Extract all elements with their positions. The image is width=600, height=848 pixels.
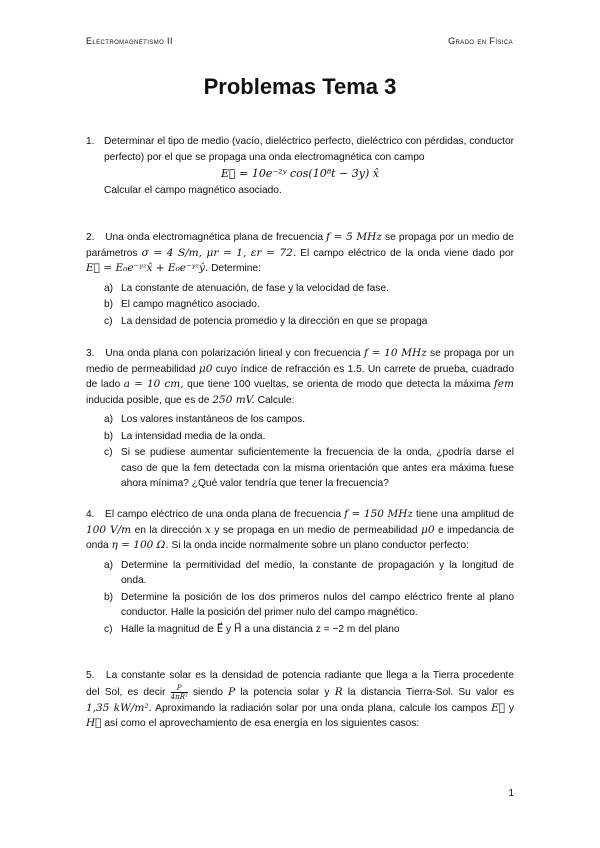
problem-1: [86, 134, 514, 198]
problem-5-statement: 5. La constante solar es la densidad de potencia radiante que llega a la Tierra procedente del Sol, es decir $\frac{P}{\text{4πR²}}$ siendo P la potencia solar y R la distancia Tierra-Sol. Su valor es 1,35 kW/m². Aproximando la radiación solar por una onda plana, calcule los campos E⃗ y H⃗ así como el aprovechamiento de esa energía en los siguientes casos:: [86, 670, 514, 729]
list-item: c) Si se pudiese aumentar suficientemente la frecuencia de la onda, ¿podría darse el caso de que la fem detectada con la misma orientación que antes era máxima fuese ahora mínima? ¿Qué valor tendría que tener la frecuencia?: [104, 447, 514, 489]
problem-2-statement: 2. Una onda electromagnética plana de frecuencia f = 5 MHz se propaga por un medio de parámetros σ = 4 S/m, μr = 1, εr = 72. El campo eléctrico de la onda viene dado por E⃗ = E₀e⁻ᵞᶻx̂ + E₀e⁻ᵞᶻŷ. Determine:: [86, 231, 514, 274]
problem-4-number: 4.: [86, 509, 95, 520]
problem-2-number: 2.: [86, 232, 95, 243]
problem-2: [86, 230, 514, 330]
problem-4-statement: 4. El campo eléctrico de una onda plana de frecuencia f = 150 MHz tiene una amplitud de 100 V/m en la dirección x y se propaga en un medio de permeabilidad μ0 e impedancia de onda η = 100 Ω. Si la onda incide normalmente sobre un plano conductor perfecto:: [86, 508, 515, 551]
problem-2-items: [86, 281, 514, 330]
problem-3: [86, 346, 514, 493]
problem-5-number: 5.: [86, 670, 95, 681]
list-item: a) Determine la permitividad del medio, la constante de propagación y la longitud de onda.: [104, 559, 514, 586]
list-item: b) El campo magnético asociado.: [104, 299, 260, 310]
problem-4-items: [86, 558, 514, 638]
problem-1-number: 1.: [86, 136, 95, 147]
page-title: Problemas Tema 3: [203, 74, 397, 99]
problem-3-items: [86, 412, 514, 492]
problem-1-equation: E⃗ = 10e⁻²ʸ cos(10⁸t − 3y) x̂: [221, 167, 379, 180]
problem-5: [86, 668, 514, 732]
problem-4: [86, 507, 514, 638]
list-item: b) La intensidad media de la onda.: [104, 430, 266, 442]
list-item: a) La constante de atenuación, de fase y la velocidad de fase.: [104, 282, 389, 294]
list-item: c) Halle la magnitud de E⃗ y H⃗ a una distancia z = −2 m del plano: [104, 623, 400, 635]
list-item: b) Determine la posición de los dos primeros nulos del campo eléctrico frente al plano conductor. Halle la posición del primer nulo del campo magnético.: [104, 591, 514, 618]
fraction: $\frac{P}{\text{4πR²}}$: [170, 683, 188, 701]
page-number: 1: [508, 788, 514, 799]
header-course: Electromagnetismo II: [86, 36, 173, 46]
problem-1-text: Determinar el tipo de medio (vacío, dieléctrico perfecto, dieléctrico con pérdidas, conductor perfecto) por el que se propaga una onda electromagnética con campo: [104, 136, 514, 163]
problem-1-after: Calcular el campo magnético asociado.: [104, 184, 282, 196]
list-item: c) La densidad de potencia promedio y la dirección en que se propaga: [104, 315, 428, 327]
list-item: a) Los valores instantáneos de los campos.: [104, 414, 306, 425]
problem-3-number: 3.: [86, 348, 95, 359]
problem-3-statement: 3. Una onda plana con polarización lineal y con frecuencia f = 10 MHz se propaga por un medio de permeabilidad μ0 cuyo índice de refracción es 1.5. Un carrete de prueba, cuadrado de lado a = 10 cm, que tiene 100 vueltas, se orienta de modo que detecta la máxima fem inducida posible, que es de 250 mV. Calcule:: [86, 347, 514, 406]
header-degree: Grado en Física: [448, 36, 513, 46]
